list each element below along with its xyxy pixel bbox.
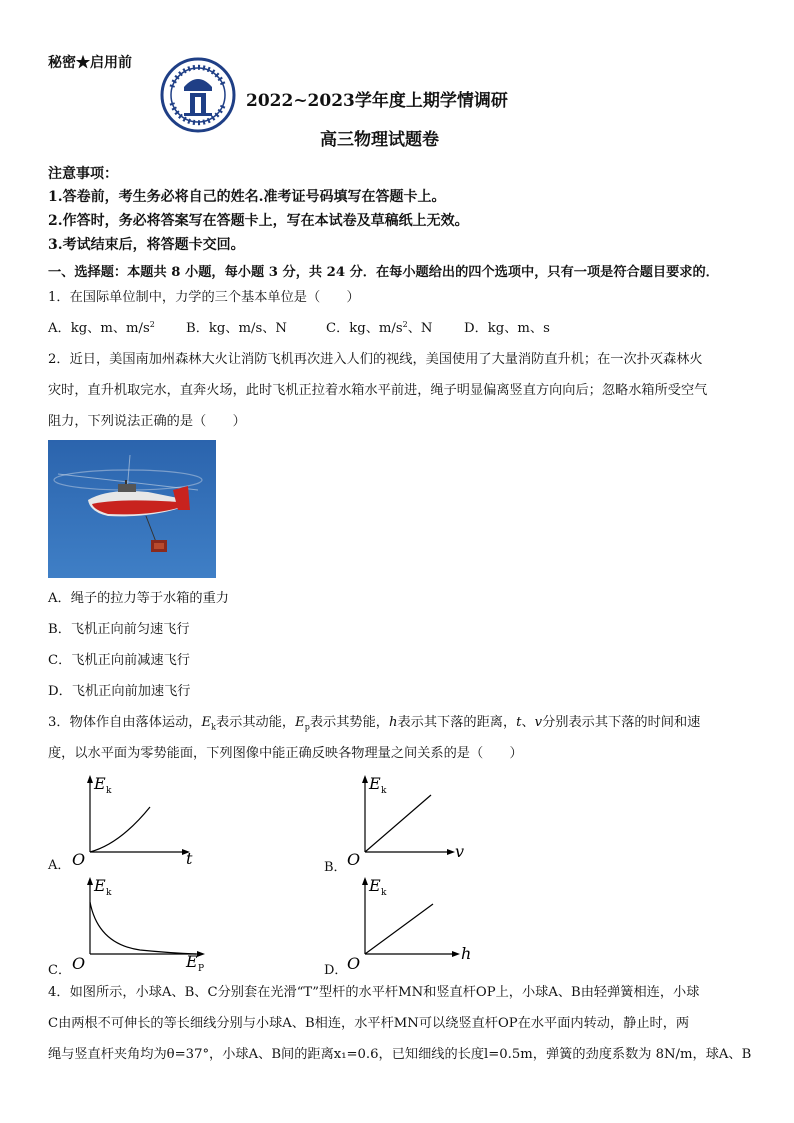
q3-graph-d [345,874,495,972]
q1-stem: 1．在国际单位制中，力学的三个基本单位是（ ） [48,290,360,305]
q3-graph-d-origin: O [347,954,361,972]
q2-option-d: D．飞机正向前加速飞行 [48,684,191,699]
q3-option-b-label: B． [324,860,347,875]
q3-graph-c-ysub: k [106,888,112,898]
q3-graph-c [70,874,220,972]
q3-graph-a-ylabel: E [94,774,106,793]
q3-graph-b-origin: O [347,850,361,866]
q2-option-b: B．飞机正向前匀速飞行 [48,622,190,637]
q3-graph-a-xlabel: t [186,849,193,866]
q3-graph-b-xlabel: v [455,842,465,861]
exam-subtitle: 高三物理试题卷 [320,130,439,150]
school-logo [160,57,236,133]
q3-option-c-label: C． [48,963,71,978]
q3-graph-b-ysub: k [381,786,387,796]
exam-title: 2022~2023学年度上期学情调研 [246,91,508,111]
q2-option-c: C．飞机正向前减速飞行 [48,653,190,668]
secret-label: 秘密★启用前 [48,55,132,71]
notice-heading: 注意事项： [48,166,118,182]
q1-option-a: A．kg、m、$m/s^2$ [48,320,155,337]
q1-option-b: B．kg、m/s、N [186,321,287,337]
q3-stem-line-2: 度，以水平面为零势能面，下列图像中能正确反映各物理量之间关系的是（ ） [48,746,523,761]
q3-graph-b [345,772,485,866]
q2-stem-line-3: 阻力，下列说法正确的是（ ） [48,414,246,429]
notice-item-2: 2.作答时，务必将答案写在答题卡上，写在本试卷及草稿纸上无效。 [48,213,469,229]
q1-option-c: C．kg、$m/s^2$、N [326,320,433,337]
q2-option-a: A．绳子的拉力等于水箱的重力 [48,591,229,606]
q3-stem-line-1: 3．物体作自由落体运动，$E_k$表示其动能，$E_p$表示其势能，h表示其下落的距离，t、v分别表示其下落的时间和速 [48,715,701,732]
section-1-heading: 一、选择题：本题共 8 小题，每小题 3 分，共 24 分．在每小题给出的四个选项中，只有一项是符合题目要求的． [48,265,719,280]
q3-graph-d-xlabel: h [461,944,472,963]
helicopter-photo [48,440,216,578]
q3-graph-a-ysub: k [106,786,112,796]
q4-stem-line-1: 4．如图所示，小球A、B、C分别套在光滑“T”型杆的水平杆MN和竖直杆OP上，小球A、B由轻弹簧相连，小球 [48,985,700,1000]
notice-item-1: 1.答卷前，考生务必将自己的姓名.准考证号码填写在答题卡上。 [48,189,446,205]
q1-options [48,320,748,337]
q1-option-d: D．kg、m、s [464,321,550,337]
q3-graph-c-origin: O [72,954,86,972]
q3-graph-a-origin: O [72,850,86,866]
q3-option-a-label: A． [48,858,71,873]
q3-graph-c-xlabel: E [186,952,198,971]
q3-graph-b-ylabel: E [369,774,381,793]
q3-graph-d-ysub: k [381,888,387,898]
q3-graph-c-xsub: P [198,964,205,972]
q3-graph-d-ylabel: E [369,876,381,895]
q3-graph-a [70,772,210,866]
q2-stem-line-2: 灾时，直升机取完水，直奔火场，此时飞机正拉着水箱水平前进，绳子明显偏离竖直方向向后；忽略水箱所受空气 [48,383,708,398]
q4-stem-line-2: C由两根不可伸长的等长细线分别与小球A、B相连，水平杆MN可以绕竖直杆OP在水平面内转动，静止时，两 [48,1016,690,1031]
q3-option-d-label: D． [324,963,348,978]
q2-stem-line-1: 2．近日，美国南加州森林大火让消防飞机再次进入人们的视线，美国使用了大量消防直升机；在一次扑灭森林火 [48,352,703,367]
q3-graph-c-ylabel: E [94,876,106,895]
q4-stem-line-3: 绳与竖直杆夹角均为θ=37°，小球A、B间的距离x₁=0.6，已知细线的长度l=0.5m，弹簧的劲度系数为 8N/m，球A、B [48,1047,752,1062]
notice-item-3: 3.考试结束后，将答题卡交回。 [48,237,245,253]
